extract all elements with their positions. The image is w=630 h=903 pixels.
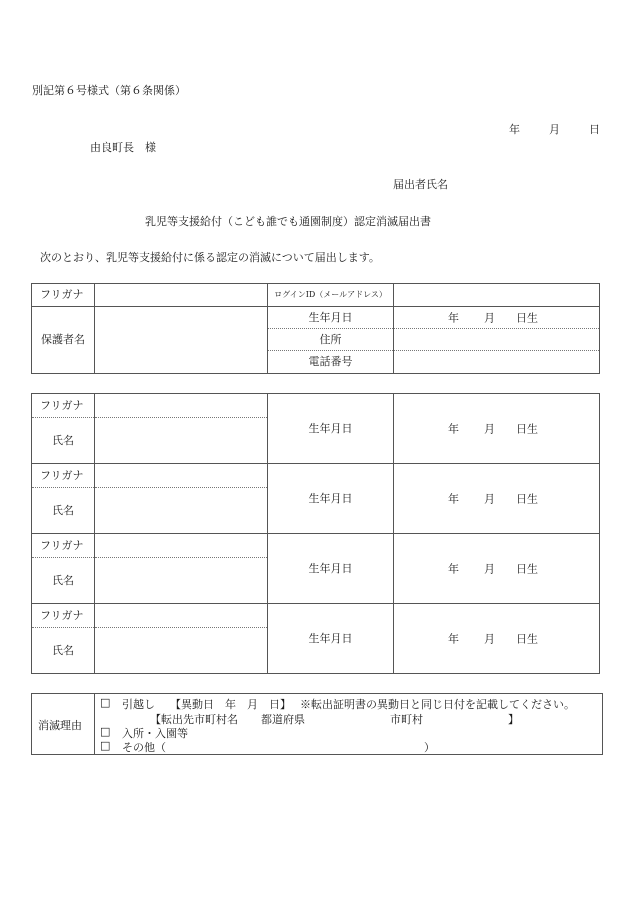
children-table	[31, 393, 600, 674]
document-title: 乳児等支援給付（こども誰でも通園制度）認定消滅届出書	[145, 215, 431, 228]
guardian-name-field[interactable]	[95, 307, 268, 374]
birth-day-label: 日生	[516, 310, 538, 324]
phone-label: 電話番号	[268, 351, 394, 374]
date-month-label: 月	[549, 123, 560, 136]
child-furigana-field[interactable]	[95, 604, 268, 628]
child-birthdate-field[interactable]	[394, 604, 600, 674]
child-birth-day: 日生	[516, 561, 538, 575]
child-birth-day: 日生	[516, 491, 538, 505]
form-number: 別記第６号様式（第６条関係）	[32, 84, 186, 97]
child-birth-year: 年	[448, 491, 459, 505]
move-label: 引越し	[122, 698, 155, 711]
child-name-label: 氏名	[32, 418, 95, 464]
other-checkbox[interactable]: □	[100, 739, 111, 752]
child-name-label: 氏名	[32, 628, 95, 674]
child-birthdate-label: 生年月日	[268, 464, 394, 534]
address-field[interactable]	[394, 329, 600, 351]
child-birth-day: 日生	[516, 421, 538, 435]
child-furigana-label: フリガナ	[32, 534, 95, 558]
child-furigana-label: フリガナ	[32, 464, 95, 488]
move-date-label: 【異動日 年 月 日】	[170, 698, 291, 711]
guardian-name-label: 保護者名	[32, 307, 95, 374]
guardian-table	[31, 283, 600, 374]
child-birthdate-label: 生年月日	[268, 534, 394, 604]
child-birthdate-field[interactable]	[394, 464, 600, 534]
child-name-field[interactable]	[95, 418, 268, 464]
reason-label: 消滅理由	[38, 719, 82, 732]
child-furigana-field[interactable]	[95, 394, 268, 418]
date-day-label: 日	[589, 123, 600, 136]
child-furigana-label: フリガナ	[32, 604, 95, 628]
other-label: その他（	[122, 741, 166, 754]
child-name-label: 氏名	[32, 558, 95, 604]
child-furigana-field[interactable]	[95, 464, 268, 488]
child-birth-year: 年	[448, 631, 459, 645]
date-line	[509, 121, 600, 137]
guardian-furigana-label: フリガナ	[32, 284, 95, 307]
child-birth-month: 月	[484, 491, 495, 505]
birth-month-label: 月	[484, 310, 495, 324]
login-id-field[interactable]	[394, 284, 600, 307]
child-furigana-field[interactable]	[95, 534, 268, 558]
admission-checkbox[interactable]: □	[100, 725, 111, 738]
child-furigana-label: フリガナ	[32, 394, 95, 418]
login-id-label: ログインID（メールアドレス）	[268, 284, 394, 307]
reason-label-cell	[32, 694, 95, 754]
guardian-birthdate-field[interactable]	[394, 307, 600, 329]
other-close: ）	[424, 741, 435, 754]
child-name-field[interactable]	[95, 558, 268, 604]
guardian-birthdate-label: 生年月日	[268, 307, 394, 329]
child-birthdate-field[interactable]	[394, 394, 600, 464]
destination-close: 】	[508, 713, 519, 726]
child-birth-month: 月	[484, 631, 495, 645]
phone-field[interactable]	[394, 351, 600, 374]
intro-text: 次のとおり、乳児等支援給付に係る認定の消滅について届出します。	[40, 251, 380, 264]
reason-table	[31, 693, 603, 755]
applicant-name-label: 届出者氏名	[393, 178, 448, 191]
destination-label: 【転出先市町村名	[150, 713, 238, 726]
child-birth-month: 月	[484, 421, 495, 435]
child-birthdate-label: 生年月日	[268, 604, 394, 674]
move-note: ※転出証明書の異動日と同じ日付を記載してください。	[300, 698, 575, 711]
child-birthdate-label: 生年月日	[268, 394, 394, 464]
address-label: 住所	[268, 329, 394, 351]
child-name-label: 氏名	[32, 488, 95, 534]
child-name-field[interactable]	[95, 628, 268, 674]
guardian-furigana-field[interactable]	[95, 284, 268, 307]
child-birth-year: 年	[448, 561, 459, 575]
addressee: 由良町長 様	[90, 141, 156, 154]
child-birth-day: 日生	[516, 631, 538, 645]
municipality-label: 市町村	[390, 713, 423, 726]
child-birth-year: 年	[448, 421, 459, 435]
prefecture-label: 都道府県	[261, 713, 305, 726]
child-birthdate-field[interactable]	[394, 534, 600, 604]
birth-year-label: 年	[448, 310, 459, 324]
admission-label: 入所・入園等	[122, 727, 188, 740]
date-year-label: 年	[509, 123, 520, 136]
child-birth-month: 月	[484, 561, 495, 575]
child-name-field[interactable]	[95, 488, 268, 534]
move-checkbox[interactable]: □	[100, 696, 111, 709]
